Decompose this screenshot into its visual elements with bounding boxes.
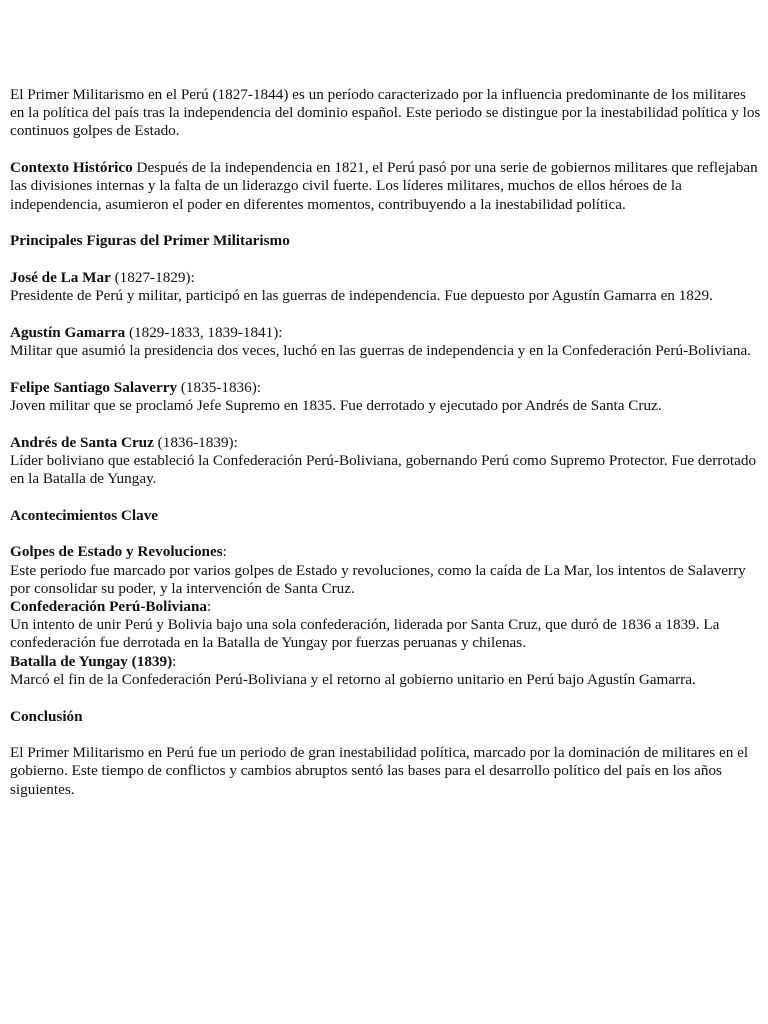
figure-period: (1836-1839): <box>153 433 238 451</box>
event-description: Un intento de unir Perú y Bolivia bajo una sola confederación, liderada por Santa Cruz, que duró de 1836 a 1839. La confederación fue derrotada en la Batalla de Yungay por fuerzas peruanas y chilenas. <box>10 616 720 652</box>
event-description: Marcó el fin de la Confederación Perú-Boliviana y el retorno al gobierno unitario en Perú bajo Agustín Gamarra. <box>10 670 696 688</box>
figure-item <box>10 434 762 489</box>
figure-name: José de La Mar <box>10 268 111 286</box>
conclusion-paragraph: El Primer Militarismo en Perú fue un periodo de gran inestabilidad política, marcado por la dominación de militares en el gobierno. Este tiempo de conflictos y cambios abruptos sentó las bases para el desarrollo político del país en los años siguientes. <box>10 744 749 798</box>
figure-item <box>10 379 762 415</box>
figure-description: Presidente de Perú y militar, participó en las guerras de independencia. Fue depuesto por Agustín Gamarra en 1829. <box>10 287 713 305</box>
event-description: Este periodo fue marcado por varios golpes de Estado y revoluciones, como la caída de La Mar, los intentos de Salaverry por consolidar su poder, y la intervención de Santa Cruz. <box>10 561 746 597</box>
event-title: Golpes de Estado y Revoluciones <box>10 543 223 561</box>
context-paragraph <box>10 159 762 214</box>
conclusion-heading: Conclusión <box>10 707 83 725</box>
figure-name: Andrés de Santa Cruz <box>10 433 154 451</box>
figure-period: (1827-1829): <box>110 268 195 286</box>
event-item: Confederación Perú-Boliviana: Un intento de unir Perú y Bolivia bajo una sola confederación, liderada por Santa Cruz, que duró de 1836 a 1839. La confederación fue derrotada en la Batalla de Yungay por fuerzas peruanas y chilenas. <box>10 598 762 653</box>
context-heading: Contexto Histórico <box>10 159 133 177</box>
figure-description: Joven militar que se proclamó Jefe Supremo en 1835. Fue derrotado y ejecutado por Andrés de Santa Cruz. <box>10 396 662 414</box>
figure-name: Felipe Santiago Salaverry <box>10 378 178 396</box>
event-item: Golpes de Estado y Revoluciones: Este periodo fue marcado por varios golpes de Estado y revoluciones, como la caída de La Mar, los intentos de Salaverry por consolidar su poder, y la intervención de Santa Cruz. <box>10 543 762 598</box>
event-title: Batalla de Yungay (1839) <box>10 652 173 670</box>
figures-heading: Principales Figuras del Primer Militarismo <box>10 232 290 250</box>
event-title: Confederación Perú-Boliviana <box>10 598 207 616</box>
figure-period: (1835-1836): <box>177 378 262 396</box>
events-heading: Acontecimientos Clave <box>10 506 159 524</box>
document-body <box>10 86 762 799</box>
intro-paragraph: El Primer Militarismo en el Perú (1827-1844) es un período caracterizado por la influencia predominante de los militares en la política del país tras la independencia del dominio español. Este periodo se distingue por la inestabilidad política y los continuos golpes de Estado. <box>10 86 761 140</box>
figure-item <box>10 269 762 305</box>
figure-item <box>10 324 762 360</box>
figure-description: Líder boliviano que estableció la Confederación Perú-Boliviana, gobernando Perú como Supremo Protector. Fue derrotado en la Batalla de Yungay. <box>10 451 757 488</box>
figure-description: Militar que asumió la presidencia dos veces, luchó en las guerras de independencia y en la Confederación Perú-Boliviana. <box>10 342 751 360</box>
context-text: Después de la independencia en 1821, el Perú pasó por una serie de gobiernos militares que reflejaban las divisiones internas y la falta de un liderazgo civil fuerte. Los líderes militares, muchos de ellos héroes de la independencia, asumieron el poder en diferentes momentos, contribuyendo a la inestabilidad política. <box>10 159 758 213</box>
figure-period: (1829-1833, 1839-1841): <box>125 323 283 341</box>
figure-name: Agustín Gamarra <box>10 323 126 341</box>
event-item: Batalla de Yungay (1839): Marcó el fin de la Confederación Perú-Boliviana y el retorno al gobierno unitario en Perú bajo Agustín Gamarra. <box>10 653 762 689</box>
